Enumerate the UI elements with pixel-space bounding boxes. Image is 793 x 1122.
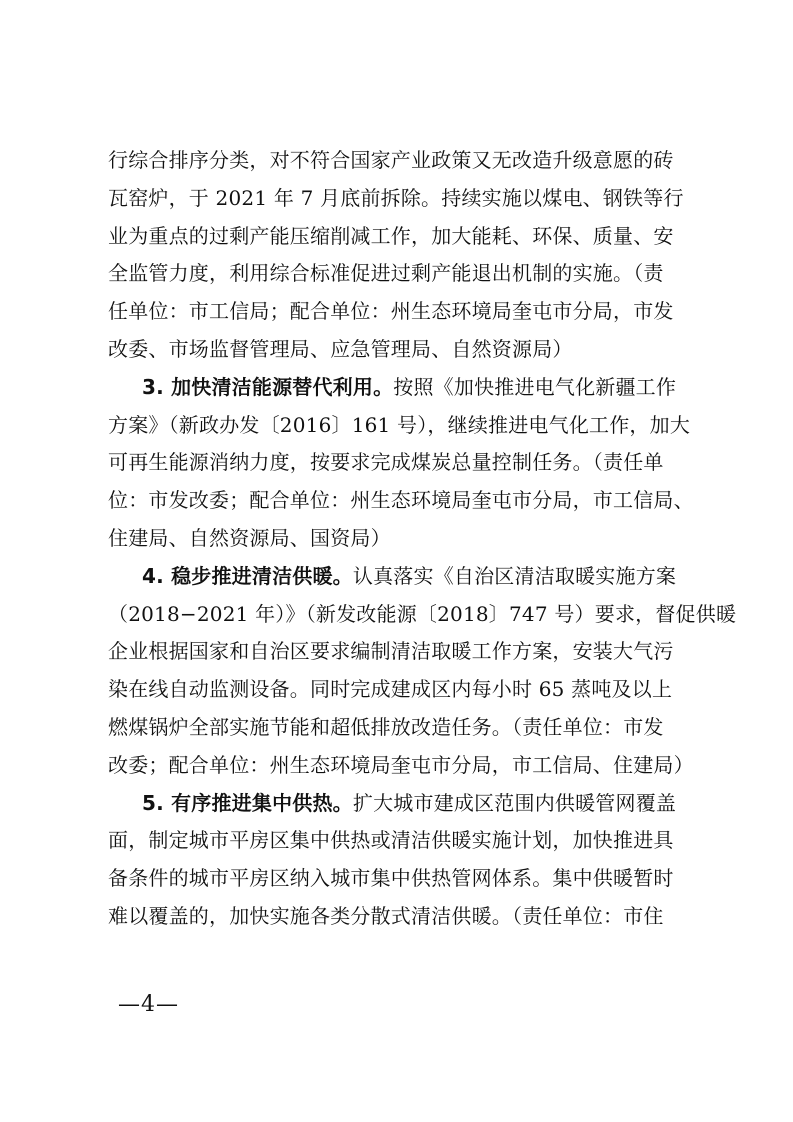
section-4-heading: 4. 稳步推进清洁供暖。 — [142, 563, 353, 588]
section-first-line — [108, 558, 700, 596]
section-first-line — [108, 369, 700, 407]
text-line: 业为重点的过剩产能压缩削减工作，加大能耗、环保、质量、安 — [108, 223, 674, 248]
section-3-paragraph — [108, 369, 700, 558]
text-line: 企业根据国家和自治区要求编制清洁取暖工作方案，安装大气污 — [108, 639, 674, 664]
section-3-first-text: 按照《加快推进电气化新疆工作 — [393, 374, 677, 399]
text-line: 位：市发改委；配合单位：州生态环境局奎屯市分局，市工信局、 — [108, 488, 694, 513]
text-line: 瓦窑炉，于 2021 年 7 月底前拆除。持续实施以煤电、钢铁等行 — [108, 185, 684, 210]
document-body — [108, 142, 737, 936]
text-line: 改委、市场监督管理局、应急管理局、自然资源局） — [108, 336, 573, 361]
section-5-first-text: 扩大城市建成区范围内供暖管网覆盖 — [352, 790, 677, 815]
section-first-line — [108, 785, 700, 823]
section-5-paragraph — [108, 785, 700, 936]
text-line: 全监管力度，利用综合标准促进过剩产能退出机制的实施。（责 — [108, 261, 664, 286]
section-5-heading: 5. 有序推进集中供热。 — [142, 790, 353, 815]
text-line: 染在线自动监测设备。同时完成建成区内每小时 65 蒸吨及以上 — [108, 677, 673, 702]
text-line: 住建局、自然资源局、国资局） — [108, 525, 391, 550]
text-line: 燃煤锅炉全部实施节能和超低排放改造任务。（责任单位：市发 — [108, 714, 664, 739]
text-line: （2018−2021 年）》（新发改能源〔2018〕747 号）要求，督促供暖 — [108, 601, 737, 626]
text-line: 面，制定城市平房区集中供热或清洁供暖实施计划，加快推进具 — [108, 828, 674, 853]
text-line: 可再生能源消纳力度，按要求完成煤炭总量控制任务。（责任单 — [108, 450, 664, 475]
page-number: —4— — [118, 992, 179, 1017]
section-3-heading: 3. 加快清洁能源替代利用。 — [142, 374, 394, 399]
paragraph-continued — [108, 142, 700, 369]
text-line: 改委；配合单位：州生态环境局奎屯市分局，市工信局、住建局） — [108, 752, 694, 777]
text-line: 备条件的城市平房区纳入城市集中供热管网体系。集中供暖暂时 — [108, 866, 674, 891]
section-4-paragraph — [108, 558, 737, 785]
section-4-first-text: 认真落实《自治区清洁取暖实施方案 — [352, 563, 677, 588]
text-line: 难以覆盖的，加快实施各类分散式清洁供暖。（责任单位：市住 — [108, 903, 664, 928]
text-line: 方案》（新政办发〔2016〕161 号），继续推进电气化工作，加大 — [108, 412, 691, 437]
text-line: 行综合排序分类，对不符合国家产业政策又无改造升级意愿的砖 — [108, 148, 674, 172]
text-line: 任单位：市工信局；配合单位：州生态环境局奎屯市分局，市发 — [108, 299, 674, 324]
